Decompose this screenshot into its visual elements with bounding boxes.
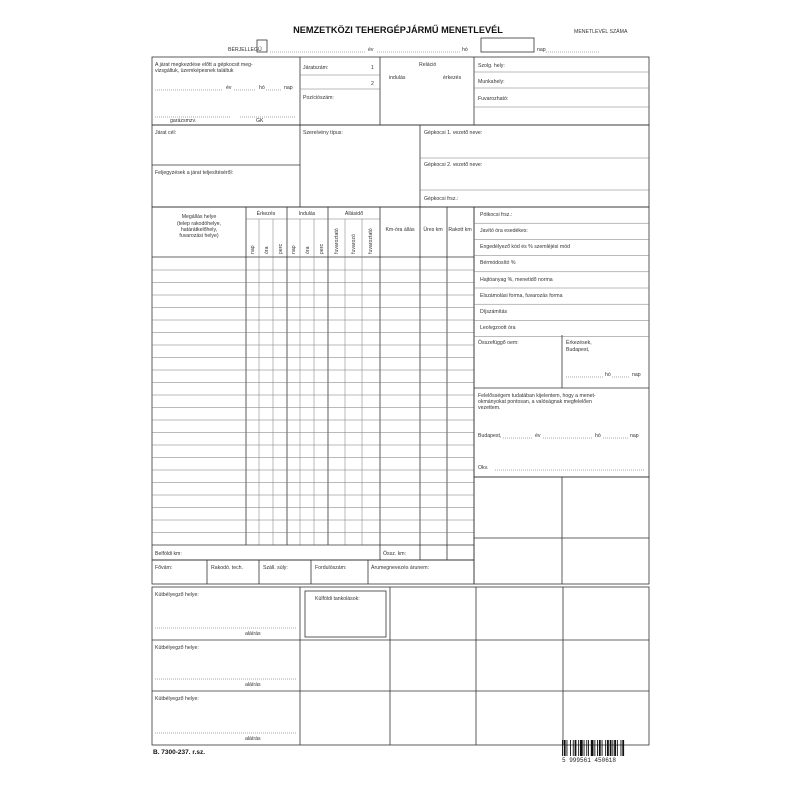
barcode-bar: [584, 740, 585, 756]
svg-text:nap: nap: [284, 85, 293, 91]
svg-text:hó: hó: [605, 372, 611, 378]
barcode-bar: [564, 740, 566, 756]
total-km-label: Össz. km:: [383, 551, 407, 557]
svg-text:óra: óra: [305, 246, 311, 254]
stop-place-header: Megállás helye: [181, 214, 217, 220]
svg-text:2: 2: [371, 81, 374, 87]
relation-label: Reláció: [419, 62, 437, 68]
svg-text:fuvarozási helye): fuvarozási helye): [179, 233, 219, 239]
barcode-bar: [586, 740, 587, 756]
notes-label: Feljegyzések a járat teljesítéséről:: [155, 170, 234, 176]
loaded-km-header: Rakott km: [448, 227, 472, 233]
barcode-bar: [614, 740, 616, 756]
barcode-bar: [622, 740, 624, 756]
svg-text:nap: nap: [291, 245, 297, 254]
fuel-card-label: Külföldi tankolások:: [315, 596, 360, 602]
stamp1-label: Kútbélyegző helye:: [155, 592, 199, 598]
barcode-bar: [567, 740, 568, 756]
svg-text:év: év: [226, 85, 232, 91]
workplace-label: Munkahely:: [478, 79, 505, 85]
barcode-bar: [575, 740, 577, 756]
fuel-label: Fővám:: [155, 565, 173, 571]
barcode-bar: [594, 740, 595, 756]
barcode-bar: [580, 740, 583, 756]
form-title: NEMZETKÖZI TEHERGÉPJÁRMŰ MENETLEVÉL: [293, 25, 503, 35]
svg-text:érkezés: érkezés: [443, 75, 462, 81]
svg-text:perc: perc: [319, 243, 325, 254]
stay-header: Állásidő: [344, 211, 364, 217]
barcode-bar: [588, 740, 589, 756]
barcode-bar: [607, 740, 609, 756]
barcode-bar: [617, 740, 618, 756]
svg-text:nap: nap: [630, 433, 639, 439]
repair-due-label: Javító óra esedékes:: [480, 228, 528, 234]
serial-label: MENETLEVÉL SZÁMA: [574, 29, 628, 35]
svg-text:hó: hó: [595, 433, 601, 439]
responsible-statement: Felelősségem tudatában kijelentem, hogy a menet-: [478, 393, 596, 399]
svg-text:okmányokat pontosan, a valóság: okmányokat pontosan, a valóságnak megfelelően: [478, 399, 592, 405]
empty-km-header: Üres km: [423, 227, 443, 233]
stamp2-label: Kútbélyegző helye:: [155, 645, 199, 651]
service-place-label: Szolg. hely:: [478, 63, 505, 69]
trailer-reg-label: Pótkocsi frsz.:: [480, 212, 513, 218]
fee-label: Bérmódosító %: [480, 260, 516, 266]
barcode-bar: [573, 740, 574, 756]
trip-goal-label: Járat cél:: [155, 130, 177, 136]
departure-header: Indulás: [298, 211, 316, 217]
dispatch-text-1: A járat megkezdése előtt a gépkocsit meg-: [155, 62, 253, 68]
svg-text:aláírás: aláírás: [245, 736, 261, 742]
svg-text:év: év: [368, 47, 374, 53]
km-state-header: Km-óra állás: [385, 227, 415, 233]
svg-text:nap: nap: [250, 245, 256, 254]
transport-type-label: Szerelvény típus:: [303, 130, 343, 136]
svg-text:perc: perc: [278, 243, 284, 254]
svg-text:Budapest,: Budapest,: [478, 433, 502, 439]
stamp3-label: Kútbélyegző helye:: [155, 696, 199, 702]
barcode-bar: [602, 740, 603, 756]
arrival-header: Érkezés: [256, 211, 276, 217]
accounting-label: Elszámolási forma, fuvarozás forma: [480, 293, 563, 299]
barcode-bar: [599, 740, 601, 756]
svg-text:fuvarozó: fuvarozó: [351, 234, 357, 254]
barcode-bar: [562, 740, 563, 756]
fuel-norm-label: Hajtóanyag %, menetidő norma: [480, 277, 553, 283]
barcode-bar: [570, 740, 571, 756]
svg-text:hó: hó: [462, 47, 468, 53]
driver1-label: Gépkocsi 1. vezető neve:: [424, 130, 483, 136]
carried-km-label: Belföldi km:: [155, 551, 182, 557]
signature-label: Okv.: [478, 465, 489, 471]
form-code: B. 7300-237. r.sz.: [153, 749, 206, 756]
svg-text:fuvaroztató: fuvaroztató: [368, 228, 374, 254]
loading-tech-label: Rakodó. tech.: [211, 565, 244, 571]
svg-text:nap: nap: [632, 372, 641, 378]
dispatch-text-2: vizsgáltuk, üzemképesnek találtuk: [155, 68, 234, 74]
svg-text:vezettem.: vezettem.: [478, 405, 501, 411]
position-number-label: Pozíciószám:: [303, 95, 334, 101]
svg-text:GK: GK: [256, 118, 264, 124]
svg-text:1: 1: [371, 65, 374, 71]
svg-text:(telep rakodóhelye,: (telep rakodóhelye,: [176, 221, 222, 227]
svg-text:garázsmzv.: garázsmzv.: [170, 118, 197, 124]
svg-text:aláírás: aláírás: [245, 682, 261, 688]
svg-text:hó: hó: [259, 85, 265, 91]
issue-label: BÉRJELLEGŰ: [228, 47, 262, 53]
billing-label: Díjszámítás: [480, 309, 508, 315]
svg-text:indulás: indulás: [389, 75, 406, 81]
checker-label: Összefüggő oem:: [478, 340, 519, 346]
svg-text:fuvaroztató: fuvaroztató: [334, 228, 340, 254]
permit-label: Engedélyező kód és % szemléjési mód: [480, 244, 570, 250]
svg-text:Budapest,: Budapest,: [566, 347, 590, 353]
barcode-bar: [605, 740, 606, 756]
svg-text:év: év: [535, 433, 541, 439]
barcode-digits: 5 999561 450618: [562, 757, 617, 764]
svg-text:óra: óra: [264, 246, 270, 254]
svg-text:aláírás: aláírás: [245, 631, 261, 637]
vehicle-reg-label: Gépkocsi frsz.:: [424, 196, 459, 202]
barcode-bar: [597, 740, 598, 756]
barcode-bar: [591, 740, 594, 756]
barcode-bar: [578, 740, 579, 756]
barcode-bar: [610, 740, 612, 756]
driver2-label: Gépkocsi 2. vezető neve:: [424, 162, 483, 168]
transport-weight-label: Száll. súly:: [263, 565, 288, 571]
barcode-bar: [612, 740, 613, 756]
turn-number-label: Fordulószám:: [315, 565, 347, 571]
barcode-bar: [621, 740, 622, 756]
cargo-name-label: Árumegnevezés árunem:: [371, 565, 429, 571]
carrier-label: Fuvarozható:: [478, 96, 509, 102]
svg-text:nap: nap: [537, 47, 546, 53]
calc-label: Leolvgzoott óra: [480, 325, 516, 331]
svg-text:határátkelőhely,: határátkelőhely,: [180, 227, 218, 233]
trip-number-label: Járatszám:: [303, 65, 329, 71]
arrived-label: Érkezések,: [566, 340, 592, 346]
